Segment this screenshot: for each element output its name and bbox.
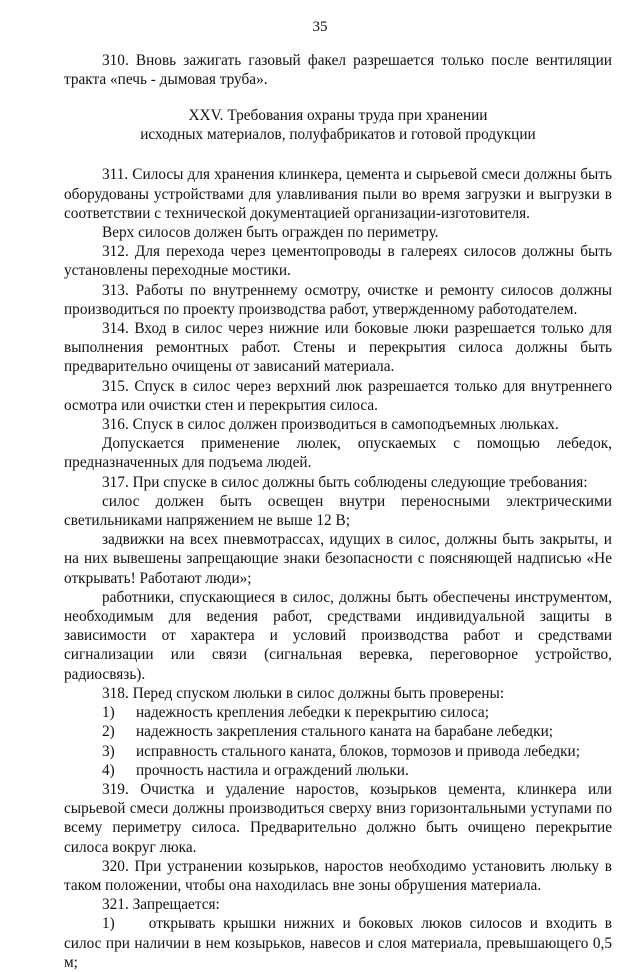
document-body [64, 51, 612, 972]
paragraph-312: 312. Для перехода через цементопроводы в галереях силосов должны быть установлены переходные мостики. [64, 243, 612, 280]
list-item-number: 4) [102, 761, 115, 779]
list-item [64, 761, 612, 780]
paragraph-317-workers: работники, спускающиеся в силос, должны быть обеспечены инструментом, необходимым для ведения работ, средствами индивидуальной защиты в зависимости от характера и условий производства работ и средствами сигнализации или связи (сигнальная веревка, переговорное устройство, радиосвязь). [64, 588, 612, 683]
list-item-number: 2) [102, 723, 115, 741]
paragraph-320: 320. При устранении козырьков, наростов необходимо установить люльку в таком положении, чтобы она находилась вне зоны обрушения материала. [64, 857, 612, 894]
list-item-text: открывать крышки нижних и боковых люков силосов и входить в силос при наличии в нем козырьков, навесов и слоя материала, превышающего 0,5 м; [64, 915, 612, 971]
list-item-number: 3) [102, 742, 115, 760]
paragraph-310: 310. Вновь зажигать газовый факел разрешается только после вентиляции тракта «печь - дымовая труба». [64, 52, 612, 89]
list-item-number: 1) [102, 915, 115, 933]
paragraph-313: 313. Работы по внутреннему осмотру, очистке и ремонту силосов должны производиться по проекту производства работ, утвержденному работодателем. [64, 281, 612, 318]
paragraph-311: 311. Силосы для хранения клинкера, цемента и сырьевой смеси должны быть оборудованы устройствами для улавливания пыли во время загрузки и выгрузки в соответствии с технической документацией организации-изготовителя. [64, 166, 612, 222]
list-item-text: надежность закрепления стального каната на барабане лебедки; [136, 723, 554, 741]
paragraph-317-lighting: силос должен быть освещен внутри переносными электрическими светильниками напряжением не выше 12 В; [64, 492, 612, 530]
section-heading-line-2: исходных материалов, полуфабрикатов и готовой продукции [140, 126, 536, 144]
section-heading [64, 106, 612, 144]
page-number: 35 [312, 19, 328, 35]
paragraph-316: 316. Спуск в силос должен производиться в самоподъемных люльках. [102, 416, 559, 434]
list-item-text: исправность стального каната, блоков, тормозов и привода лебедки; [136, 742, 580, 760]
list-item [64, 742, 612, 761]
list-item-number: 1) [102, 704, 115, 722]
paragraph-311-fence: Верх силосов должен быть огражден по периметру. [102, 224, 439, 242]
list-item-text: надежность крепления лебедки к перекрытию силоса; [136, 704, 489, 722]
paragraph-314: 314. Вход в силос через нижние или боковые люки разрешается только для выполнения ремонтных работ. Стены и перекрытия силоса должны быть предварительно очищены от зависаний материала. [64, 320, 612, 376]
paragraph-317: 317. При спуске в силос должны быть соблюдены следующие требования: [102, 473, 588, 491]
list-item [64, 722, 612, 741]
list-item [64, 703, 612, 722]
paragraph-316-lowering: Допускается применение люлек, опускаемых с помощью лебедок, предназначенных для подъема людей. [64, 435, 612, 472]
paragraph-321: 321. Запрещается: [102, 896, 220, 914]
list-item-text: прочность настила и ограждений люльки. [136, 761, 409, 779]
paragraph-319: 319. Очистка и удаление наростов, козырьков цемента, клинкера или сырьевой смеси должны производиться сверху вниз горизонтальными уступами по всему периметру силоса. Предварительно должно быть очищено перекрытие силоса вокруг люка. [64, 780, 612, 856]
paragraph-315: 315. Спуск в силос через верхний люк разрешается только для внутреннего осмотра или очистки стен и перекрытия силоса. [64, 377, 612, 414]
paragraph-318: 318. Перед спуском люльки в силос должны быть проверены: [102, 684, 505, 702]
paragraph-321-item-1 [64, 914, 612, 972]
paragraph-317-valves: задвижки на всех пневмотрассах, идущих в силос, должны быть закрыты, и на них вывешены запрещающие знаки безопасности с поясняющей надписью «Не открывать! Работают люди»; [64, 531, 612, 587]
section-heading-line-1: XXV. Требования охраны труда при хранении [188, 107, 488, 125]
